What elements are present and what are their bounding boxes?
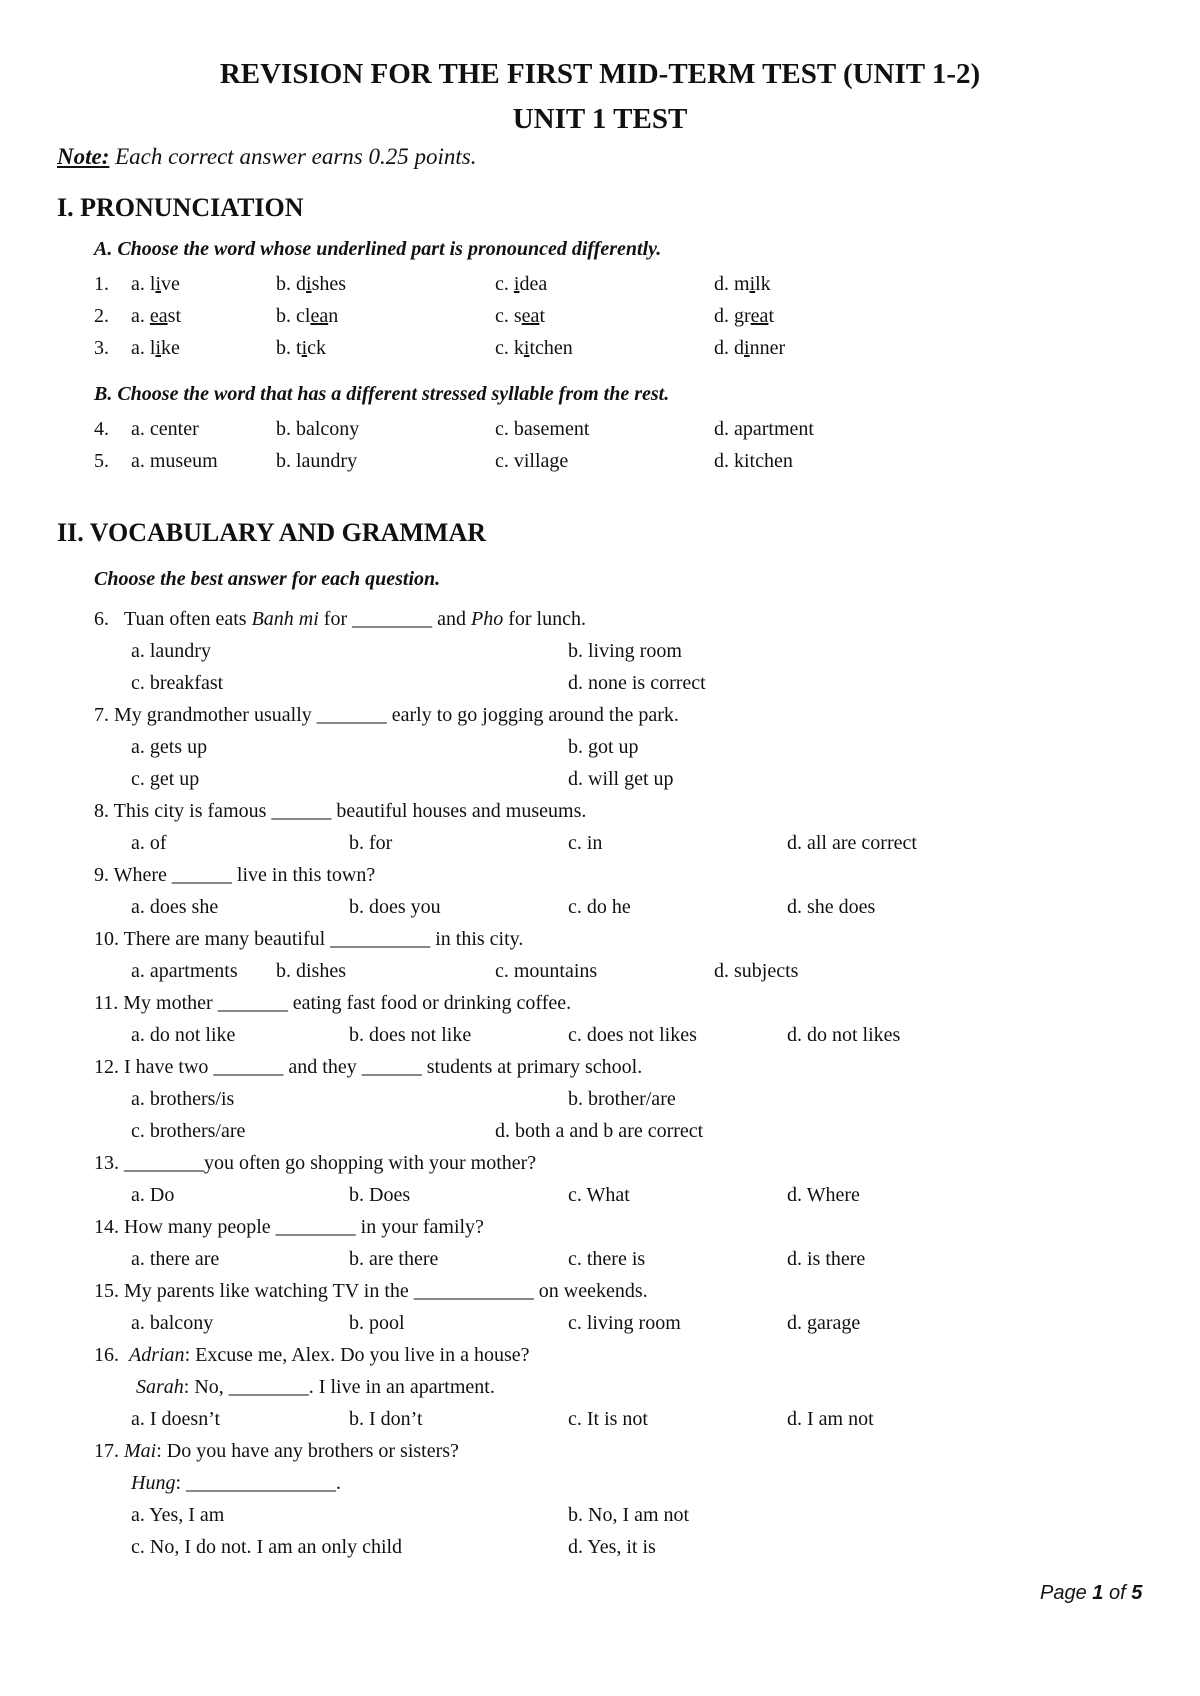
question-text: 12. I have two _______ and they ______ students at primary school.: [94, 1056, 643, 1078]
option-c[interactable]: c. mountains: [495, 960, 598, 982]
question-5: [0, 450, 1200, 480]
question-6-options-row-1: [0, 640, 1200, 670]
question-14-options: [0, 1248, 1200, 1278]
option-b[interactable]: b. I don’t: [349, 1408, 423, 1430]
question-12-options-row-2: [0, 1120, 1200, 1150]
question-text: 15. My parents like watching TV in the ____________ on weekends.: [94, 1280, 648, 1302]
question-8-options: [0, 832, 1200, 862]
option-d[interactable]: d. is there: [787, 1248, 866, 1270]
option-b[interactable]: b. does not like: [349, 1024, 472, 1046]
question-11-options: [0, 1024, 1200, 1054]
option-d[interactable]: d. all are correct: [787, 832, 917, 854]
option-d[interactable]: d. I am not: [787, 1408, 874, 1430]
option-d[interactable]: d. Yes, it is: [568, 1536, 656, 1558]
option-c[interactable]: c. living room: [568, 1312, 681, 1334]
question-16-stem: [0, 1344, 1200, 1374]
question-8-stem: [0, 800, 1200, 830]
question-number: 4.: [94, 418, 109, 440]
option-c[interactable]: c. do he: [568, 896, 631, 918]
question-text: 6. Tuan often eats Banh mi for ________ and Pho for lunch.: [94, 608, 586, 630]
option-a[interactable]: a. live: [131, 273, 180, 295]
option-a[interactable]: a. laundry: [131, 640, 211, 662]
question-17-stem: [0, 1440, 1200, 1470]
option-d[interactable]: d. dinner: [714, 337, 786, 359]
option-c[interactable]: c. No, I do not. I am an only child: [131, 1536, 403, 1558]
question-10-stem: [0, 928, 1200, 958]
option-c[interactable]: c. get up: [131, 768, 200, 790]
option-b[interactable]: b. balcony: [276, 418, 360, 440]
option-b[interactable]: b. living room: [568, 640, 682, 662]
option-c[interactable]: c. idea: [495, 273, 548, 295]
question-6-options-row-2: [0, 672, 1200, 702]
option-b[interactable]: b. No, I am not: [568, 1504, 690, 1526]
option-b[interactable]: b. are there: [349, 1248, 439, 1270]
option-b[interactable]: b. laundry: [276, 450, 358, 472]
question-text: 7. My grandmother usually _______ early to go jogging around the park.: [94, 704, 679, 726]
option-c[interactable]: c. What: [568, 1184, 630, 1206]
option-a[interactable]: a. balcony: [131, 1312, 214, 1334]
option-c[interactable]: c. in: [568, 832, 603, 854]
option-d[interactable]: d. kitchen: [714, 450, 793, 472]
option-c[interactable]: c. brothers/are: [131, 1120, 246, 1142]
dialogue-line: Sarah: No, ________. I live in an apartment.: [136, 1376, 495, 1398]
option-c[interactable]: c. basement: [495, 418, 590, 440]
option-b[interactable]: b. Does: [349, 1184, 411, 1206]
scoring-note: [57, 144, 477, 170]
document-subtitle: UNIT 1 TEST: [512, 103, 688, 135]
question-16-line-2: [0, 1376, 1200, 1406]
option-d[interactable]: d. will get up: [568, 768, 674, 790]
question-number: 2.: [94, 305, 109, 327]
question-text: 9. Where ______ live in this town?: [94, 864, 376, 886]
question-12-options-row-1: [0, 1088, 1200, 1118]
question-text: 17. Mai: Do you have any brothers or sisters?: [94, 1440, 459, 1462]
option-b[interactable]: b. does you: [349, 896, 441, 918]
question-7-stem: [0, 704, 1200, 734]
question-text: 11. My mother _______ eating fast food or drinking coffee.: [94, 992, 572, 1014]
question-number: 1.: [94, 273, 109, 295]
option-a[interactable]: a. there are: [131, 1248, 220, 1270]
question-text: 8. This city is famous ______ beautiful houses and museums.: [94, 800, 587, 822]
question-9-options: [0, 896, 1200, 926]
option-c[interactable]: c. breakfast: [131, 672, 224, 694]
question-11-stem: [0, 992, 1200, 1022]
option-a[interactable]: a. brothers/is: [131, 1088, 235, 1110]
question-12-stem: [0, 1056, 1200, 1086]
option-a[interactable]: a. do not like: [131, 1024, 236, 1046]
option-a[interactable]: a. center: [131, 418, 199, 440]
question-number: 3.: [94, 337, 109, 359]
document-title: REVISION FOR THE FIRST MID-TERM TEST (UNIT 1-2): [219, 58, 981, 90]
question-7-options-row-2: [0, 768, 1200, 798]
question-4: [0, 418, 1200, 448]
option-d[interactable]: d. subjects: [714, 960, 799, 982]
option-c[interactable]: c. It is not: [568, 1408, 648, 1430]
option-a[interactable]: a. I doesn’t: [131, 1408, 221, 1430]
question-10-options: [0, 960, 1200, 990]
option-a[interactable]: a. museum: [131, 450, 218, 472]
question-13-stem: [0, 1152, 1200, 1182]
question-17-options-row-2: [0, 1536, 1200, 1566]
question-13-options: [0, 1184, 1200, 1214]
option-d[interactable]: d. both a and b are correct: [495, 1120, 704, 1142]
option-c[interactable]: c. seat: [495, 305, 545, 327]
option-d[interactable]: d. milk: [714, 273, 771, 295]
option-a[interactable]: a. of: [131, 832, 167, 854]
option-a[interactable]: a. east: [131, 305, 181, 327]
section-heading-vocabulary: II. VOCABULARY AND GRAMMAR: [57, 518, 487, 547]
option-b[interactable]: b. dishes: [276, 273, 347, 295]
option-a[interactable]: a. apartments: [131, 960, 238, 982]
option-a[interactable]: a. Do: [131, 1184, 175, 1206]
question-text: 13. ________you often go shopping with your mother?: [94, 1152, 537, 1174]
note-label: Note:: [57, 144, 110, 169]
question-14-stem: [0, 1216, 1200, 1246]
section-2-instruction: Choose the best answer for each question.: [94, 568, 441, 590]
option-d[interactable]: d. none is correct: [568, 672, 706, 694]
option-b[interactable]: b. clean: [276, 305, 339, 327]
section-heading-pronunciation: I. PRONUNCIATION: [57, 193, 304, 222]
part-a-instruction: A. Choose the word whose underlined part is pronounced differently.: [94, 238, 662, 260]
question-text: 14. How many people ________ in your family?: [94, 1216, 484, 1238]
option-a[interactable]: a. like: [131, 337, 180, 359]
option-b[interactable]: b. pool: [349, 1312, 405, 1334]
question-6-stem: [0, 608, 1200, 638]
option-b[interactable]: b. tick: [276, 337, 327, 359]
page-indicator: Page 1 of 5: [1040, 1582, 1143, 1604]
option-d[interactable]: d. apartment: [714, 418, 814, 440]
question-text: 10. There are many beautiful __________ in this city.: [94, 928, 524, 950]
option-c[interactable]: c. kitchen: [495, 337, 573, 359]
option-b[interactable]: b. brother/are: [568, 1088, 676, 1110]
option-a[interactable]: a. gets up: [131, 736, 208, 758]
option-a[interactable]: a. Yes, I am: [131, 1504, 225, 1526]
question-3: [0, 337, 1200, 367]
option-d[interactable]: d. Where: [787, 1184, 860, 1206]
note-text: Each correct answer earns 0.25 points.: [109, 144, 477, 169]
question-text: 16. Adrian: Excuse me, Alex. Do you live in a house?: [94, 1344, 530, 1366]
question-2: [0, 305, 1200, 335]
option-a[interactable]: a. does she: [131, 896, 219, 918]
question-15-stem: [0, 1280, 1200, 1310]
option-b[interactable]: b. for: [349, 832, 393, 854]
option-c[interactable]: c. does not likes: [568, 1024, 697, 1046]
question-16-options: [0, 1408, 1200, 1438]
option-b[interactable]: b. dishes: [276, 960, 346, 982]
option-c[interactable]: c. there is: [568, 1248, 646, 1270]
part-b-instruction: B. Choose the word that has a different stressed syllable from the rest.: [94, 383, 670, 405]
option-c[interactable]: c. village: [495, 450, 569, 472]
option-d[interactable]: d. garage: [787, 1312, 861, 1334]
question-15-options: [0, 1312, 1200, 1342]
option-d[interactable]: d. do not likes: [787, 1024, 901, 1046]
question-17-line-2: [0, 1472, 1200, 1502]
dialogue-line: Hung: _______________.: [131, 1472, 342, 1494]
question-number: 5.: [94, 450, 109, 472]
option-d[interactable]: d. she does: [787, 896, 876, 918]
question-9-stem: [0, 864, 1200, 894]
option-b[interactable]: b. got up: [568, 736, 639, 758]
question-1: [0, 273, 1200, 303]
question-17-options-row-1: [0, 1504, 1200, 1534]
option-d[interactable]: d. great: [714, 305, 774, 327]
question-7-options-row-1: [0, 736, 1200, 766]
